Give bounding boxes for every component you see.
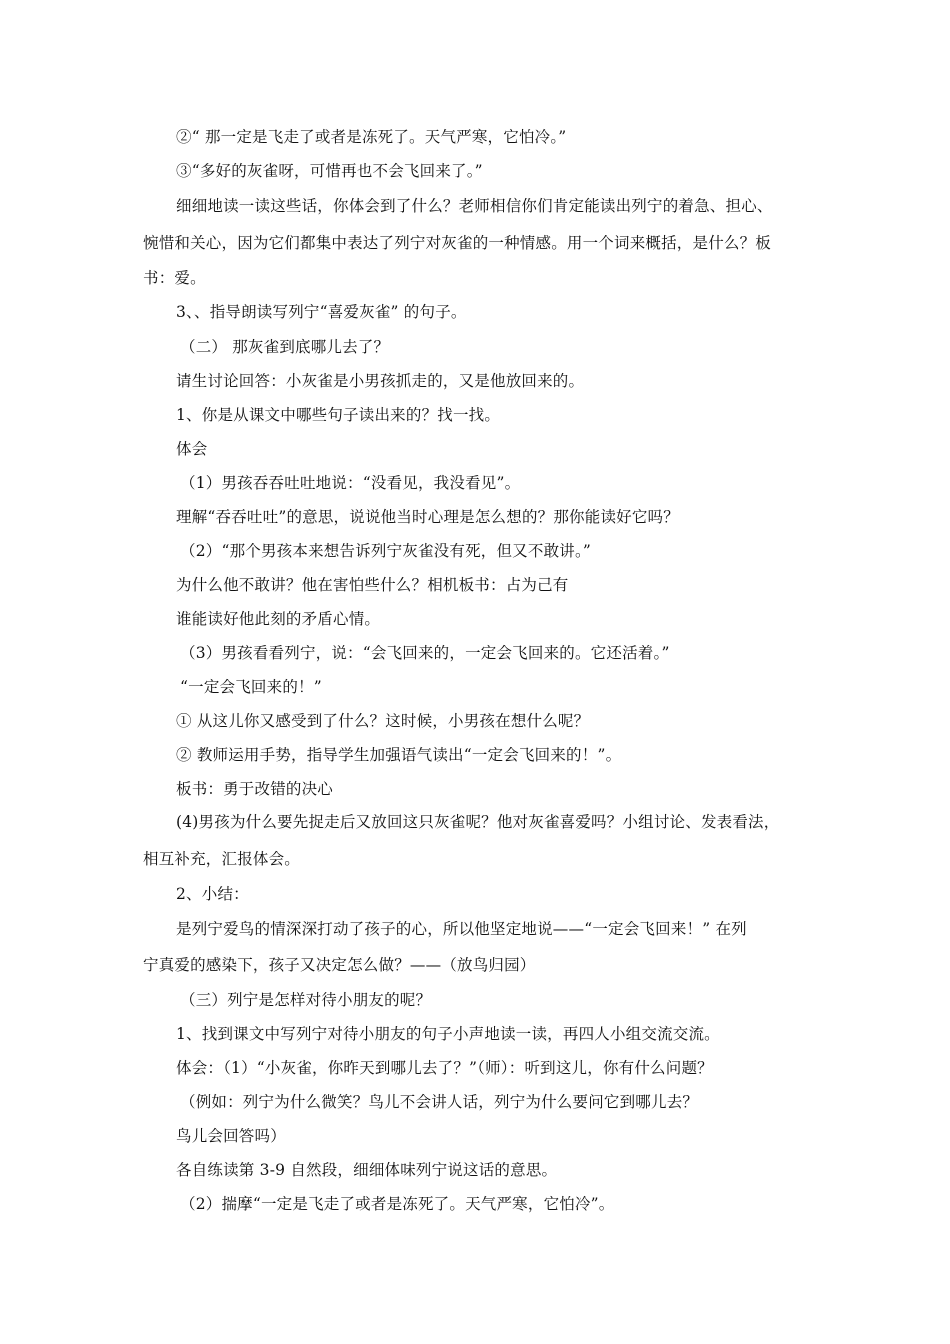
text-line: 1、你是从课文中哪些句子读出来的？找一找。 [176,406,501,424]
text-line: 鸟儿会回答吗） [176,1127,286,1145]
text-line: (4)男孩为什么要先捉走后又放回这只灰雀呢？他对灰雀喜爱吗？小组讨论、发表看法， [176,813,780,831]
text-line: 相互补充，汇报体会。 [143,850,301,868]
text-line: 体会：（1）“小灰雀，你昨天到哪儿去了？”（师）：听到这儿，你有什么问题？ [176,1059,713,1077]
text-line: 体会 [176,440,208,458]
text-line: ③“多好的灰雀呀，可惜再也不会飞回来了。” [176,162,483,180]
text-line: 惋惜和关心，因为它们都集中表达了列宁对灰雀的一种情感。用一个词来概括，是什么？板 [143,234,772,252]
text-line: ② 教师运用手势，指导学生加强语气读出“一定会飞回来的！”。 [176,746,622,764]
text-line: 板书：勇于改错的决心 [176,780,334,798]
text-line: 为什么他不敢讲？他在害怕些什么？相机板书：占为己有 [176,576,569,594]
text-line: （2）“那个男孩本来想告诉列宁灰雀没有死，但又不敢讲。” [180,542,592,560]
text-line: 谁能读好他此刻的矛盾心情。 [176,610,381,628]
text-line: （1）男孩吞吞吐吐地说：“没看见，我没看见”。 [180,474,521,492]
text-line: 宁真爱的感染下，孩子又决定怎么做？——（放鸟归园） [143,956,536,974]
section-heading: （二） 那灰雀到底哪儿去了？ [180,338,390,356]
section-heading: （三）列宁是怎样对待小朋友的呢？ [180,991,432,1009]
text-line: 书：爱。 [143,269,206,287]
text-line: 细细地读一读这些话，你体会到了什么？老师相信你们肯定能读出列宁的着急、担心、 [176,197,773,215]
text-line: （3）男孩看看列宁，说：“会飞回来的，一定会飞回来的。它还活着。” [180,644,670,662]
text-line: “一定会飞回来的！” [180,678,322,696]
text-line: （例如：列宁为什么微笑？鸟儿不会讲人话，列宁为什么要问它到哪儿去？ [180,1093,699,1111]
text-line: ②“ 那一定是飞走了或者是冻死了。天气严寒，它怕冷。” [176,128,567,146]
text-line: 请生讨论回答：小灰雀是小男孩抓走的，又是他放回来的。 [176,372,585,390]
text-line: 2、小结： [176,885,249,903]
text-line: 是列宁爱鸟的情深深打动了孩子的心，所以他坚定地说——“一定会飞回来！” 在列 [176,920,747,938]
text-line: ① 从这儿你又感受到了什么？这时候，小男孩在想什么呢？ [176,712,590,730]
text-line: （2）揣摩“一定是飞走了或者是冻死了。天气严寒，它怕冷”。 [180,1195,615,1213]
text-line: 1、找到课文中写列宁对待小朋友的句子小声地读一读，再四人小组交流交流。 [176,1025,720,1043]
text-line: 各自练读第 3-9 自然段，细细体味列宁说这话的意思。 [176,1161,558,1179]
text-line: 理解“吞吞吐吐”的意思，说说他当时心理是怎么想的？那你能读好它吗？ [176,508,679,526]
text-line: 3、、指导朗读写列宁“喜爱灰雀” 的句子。 [176,303,467,321]
